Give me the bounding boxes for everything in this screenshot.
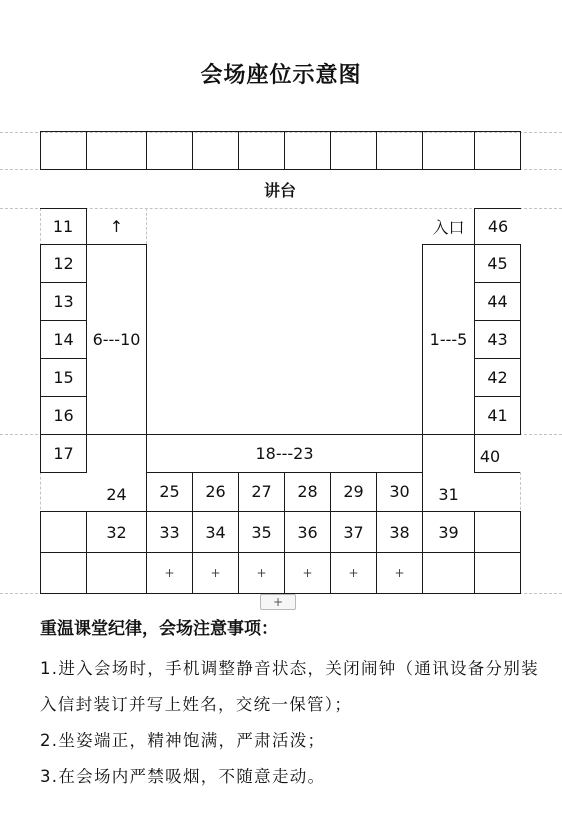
seat-28: 28	[284, 472, 331, 512]
seat-40: 40	[479, 446, 501, 466]
entrance-label: 入口	[432, 218, 465, 237]
seat-cell-empty	[40, 511, 87, 553]
plus-mark: +	[192, 552, 239, 594]
seat-cell-empty	[86, 131, 147, 170]
seat-37: 37	[330, 511, 377, 553]
seat-25: 25	[146, 472, 193, 512]
seat-46: 46	[474, 208, 521, 245]
seat-45: 45	[474, 244, 521, 283]
plus-mark: +	[330, 552, 377, 594]
seat-33: 33	[146, 511, 193, 553]
seat-38: 38	[376, 511, 423, 553]
seat-cell-empty	[474, 131, 521, 170]
seat-13: 13	[40, 282, 87, 321]
seat-cell-empty	[474, 552, 521, 594]
seat-group-6-10: 6---10	[86, 244, 147, 435]
seat-42: 42	[474, 358, 521, 397]
podium-label: 讲台	[263, 180, 296, 200]
seat-11: 11	[40, 208, 87, 245]
seat-31: 31	[438, 485, 459, 504]
seat-group-1-5: 1---5	[422, 244, 475, 435]
seat-cell-empty	[40, 552, 87, 594]
table-border	[474, 434, 475, 473]
seat-cell-empty	[284, 131, 331, 170]
notes-item: 3.在会场内严禁吸烟，不随意走动。	[40, 767, 326, 786]
seat-35: 35	[238, 511, 285, 553]
seat-cell-empty	[86, 552, 147, 594]
seat-14: 14	[40, 320, 87, 359]
seat-17: 17	[40, 434, 87, 473]
seat-group-18-23: 18---23	[146, 434, 423, 473]
seat-29: 29	[330, 472, 377, 512]
seat-12: 12	[40, 244, 87, 283]
notes-heading: 重温课堂纪律，会场注意事项：	[40, 619, 278, 639]
notes-item: 2.坐姿端正，精神饱满，严肃活泼；	[40, 731, 326, 750]
plus-mark: +	[146, 552, 193, 594]
seat-39: 39	[422, 511, 475, 553]
seat-43: 43	[474, 320, 521, 359]
seat-27: 27	[238, 472, 285, 512]
seat-15: 15	[40, 358, 87, 397]
seat-cell-empty	[376, 131, 423, 170]
seat-cell-empty	[330, 131, 377, 170]
plus-mark: +	[284, 552, 331, 594]
seat-36: 36	[284, 511, 331, 553]
page-title: 会场座位示意图	[200, 63, 362, 88]
plus-mark: +	[238, 552, 285, 594]
seat-26: 26	[192, 472, 239, 512]
seat-34: 34	[192, 511, 239, 553]
seat-16: 16	[40, 396, 87, 435]
seat-cell-empty	[192, 131, 239, 170]
seat-41: 41	[474, 396, 521, 435]
seat-24: 24	[106, 485, 127, 504]
notes-section	[40, 615, 545, 795]
seat-cell-empty	[422, 131, 475, 170]
seat-cell-empty	[40, 131, 87, 170]
seat-44: 44	[474, 282, 521, 321]
plus-mark: +	[376, 552, 423, 594]
seat-cell-empty	[238, 131, 285, 170]
seat-cell-empty	[146, 131, 193, 170]
seat-cell-empty	[474, 511, 521, 553]
seat-32: 32	[86, 511, 147, 553]
up-arrow-icon: ↑	[109, 217, 124, 236]
seat-30: 30	[376, 472, 423, 512]
notes-item: 1.进入会场时，手机调整静音状态，关闭闹钟（通讯设备分别装入信封装订并写上姓名，交统一保管）；	[40, 659, 539, 714]
seat-cell-empty	[422, 552, 475, 594]
table-border	[474, 472, 520, 473]
add-row-button[interactable]: +	[260, 594, 296, 610]
